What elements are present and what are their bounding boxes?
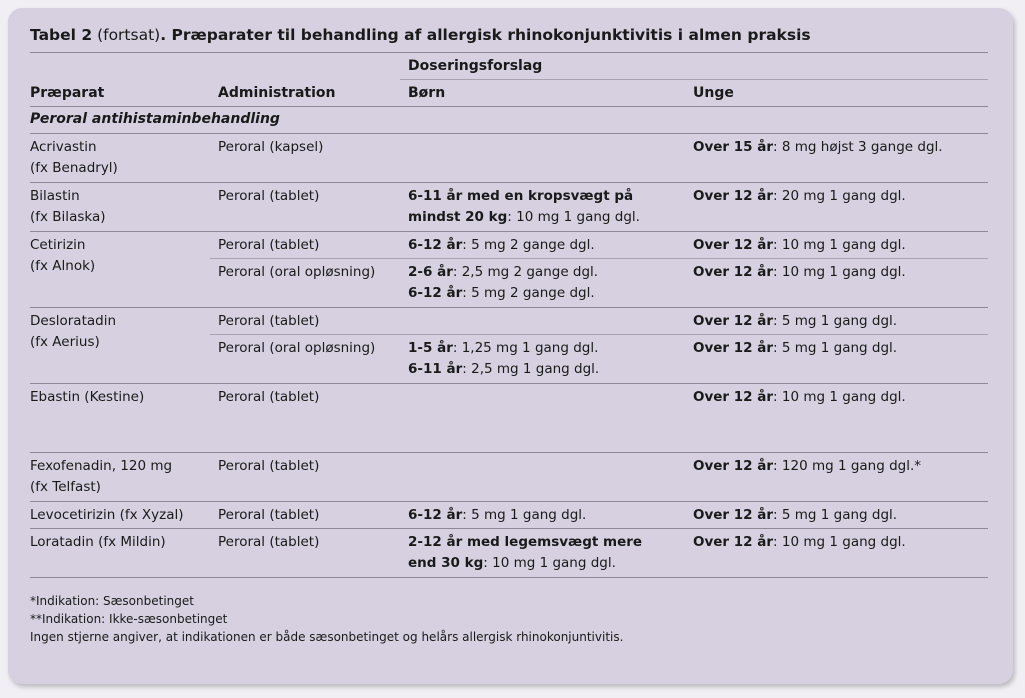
row-brand: (fx Bilaska) — [30, 209, 106, 225]
row-divider — [30, 501, 988, 502]
row-teen: Over 12 år: 10 mg 1 gang dgl. — [693, 264, 906, 280]
row-brand: (fx Aerius) — [30, 334, 100, 350]
row-divider — [30, 383, 988, 384]
row-admin: Peroral (tablet) — [218, 389, 320, 405]
row-admin: Peroral (kapsel) — [218, 139, 324, 155]
row-child-line2: 6-12 år: 5 mg 2 gange dgl. — [408, 285, 595, 301]
row-teen: Over 12 år: 5 mg 1 gang dgl. — [693, 340, 898, 356]
row-brand: (fx Alnok) — [30, 258, 96, 274]
row-drug: Desloratadin — [30, 313, 117, 329]
row-admin: Peroral (tablet) — [218, 534, 320, 550]
row-teen: Over 12 år: 10 mg 1 gang dgl. — [693, 389, 906, 405]
header-preparat: Præparat — [30, 85, 105, 101]
row-teen: Over 15 år: 8 mg højst 3 gange dgl. — [693, 139, 943, 155]
row-brand: (fx Telfast) — [30, 479, 101, 495]
row-admin: Peroral (oral opløsning) — [218, 264, 376, 280]
row-child-line1: 6-11 år med en kropsvægt på — [408, 188, 634, 204]
title-rule — [30, 52, 988, 53]
row-divider — [30, 231, 988, 232]
row-drug: Cetirizin — [30, 237, 86, 253]
table-bottom-rule — [30, 577, 988, 578]
row-admin: Peroral (tablet) — [218, 313, 320, 329]
subrow-divider — [210, 258, 988, 259]
footnote: **Indikation: Ikke-sæsonbetinget — [30, 612, 228, 626]
footnote: *Indikation: Sæsonbetinget — [30, 594, 194, 608]
row-child-line1: 1-5 år: 1,25 mg 1 gang dgl. — [408, 340, 599, 356]
table-title: Tabel 2 (fortsat). Præparater til behandling af allergisk rhinokonjunktivitis i almen praksis — [30, 26, 811, 44]
row-brand: (fx Benadryl) — [30, 160, 118, 176]
row-child-line2: mindst 20 kg: 10 mg 1 gang dgl. — [408, 209, 640, 225]
footnote: Ingen stjerne angiver, at indikationen er både sæsonbetinget og helårs allergisk rhinokonjuntivitis. — [30, 630, 624, 644]
row-drug: Loratadin (fx Mildin) — [30, 534, 166, 550]
header-unge: Unge — [693, 85, 734, 101]
row-divider — [30, 182, 988, 183]
row-drug: Ebastin (Kestine) — [30, 389, 145, 405]
row-admin: Peroral (tablet) — [218, 237, 320, 253]
header-administration: Administration — [218, 85, 336, 101]
row-teen: Over 12 år: 10 mg 1 gang dgl. — [693, 237, 906, 253]
row-teen: Over 12 år: 20 mg 1 gang dgl. — [693, 188, 906, 204]
row-child-line2: end 30 kg: 10 mg 1 gang dgl. — [408, 555, 616, 571]
row-drug: Acrivastin — [30, 139, 97, 155]
row-drug: Bilastin — [30, 188, 80, 204]
row-divider — [30, 307, 988, 308]
row-admin: Peroral (tablet) — [218, 188, 320, 204]
header-born: Børn — [408, 85, 446, 101]
row-divider — [30, 452, 988, 453]
row-child-line1: 6-12 år: 5 mg 1 gang dgl. — [408, 507, 587, 523]
section-heading: Peroral antihistaminbehandling — [30, 111, 280, 127]
header-dosing: Doseringsforslag — [408, 58, 543, 74]
row-admin: Peroral (oral opløsning) — [218, 340, 376, 356]
row-teen: Over 12 år: 5 mg 1 gang dgl. — [693, 507, 898, 523]
row-teen: Over 12 år: 120 mg 1 gang dgl.* — [693, 458, 922, 474]
row-child-line1: 2-12 år med legemsvægt mere — [408, 534, 643, 550]
row-child-line2: 6-11 år: 2,5 mg 1 gang dgl. — [408, 361, 600, 377]
row-admin: Peroral (tablet) — [218, 458, 320, 474]
header-rule — [30, 106, 988, 107]
row-drug: Levocetirizin (fx Xyzal) — [30, 507, 184, 523]
row-teen: Over 12 år: 10 mg 1 gang dgl. — [693, 534, 906, 550]
row-child-line1: 6-12 år: 5 mg 2 gange dgl. — [408, 237, 595, 253]
subrow-divider — [210, 334, 988, 335]
section-rule — [30, 133, 988, 134]
row-teen: Over 12 år: 5 mg 1 gang dgl. — [693, 313, 898, 329]
row-admin: Peroral (tablet) — [218, 507, 320, 523]
row-divider — [30, 528, 988, 529]
row-child-line1: 2-6 år: 2,5 mg 2 gange dgl. — [408, 264, 599, 280]
dosing-rule — [400, 79, 988, 80]
row-drug: Fexofenadin, 120 mg — [30, 458, 173, 474]
table-card — [8, 8, 1013, 684]
